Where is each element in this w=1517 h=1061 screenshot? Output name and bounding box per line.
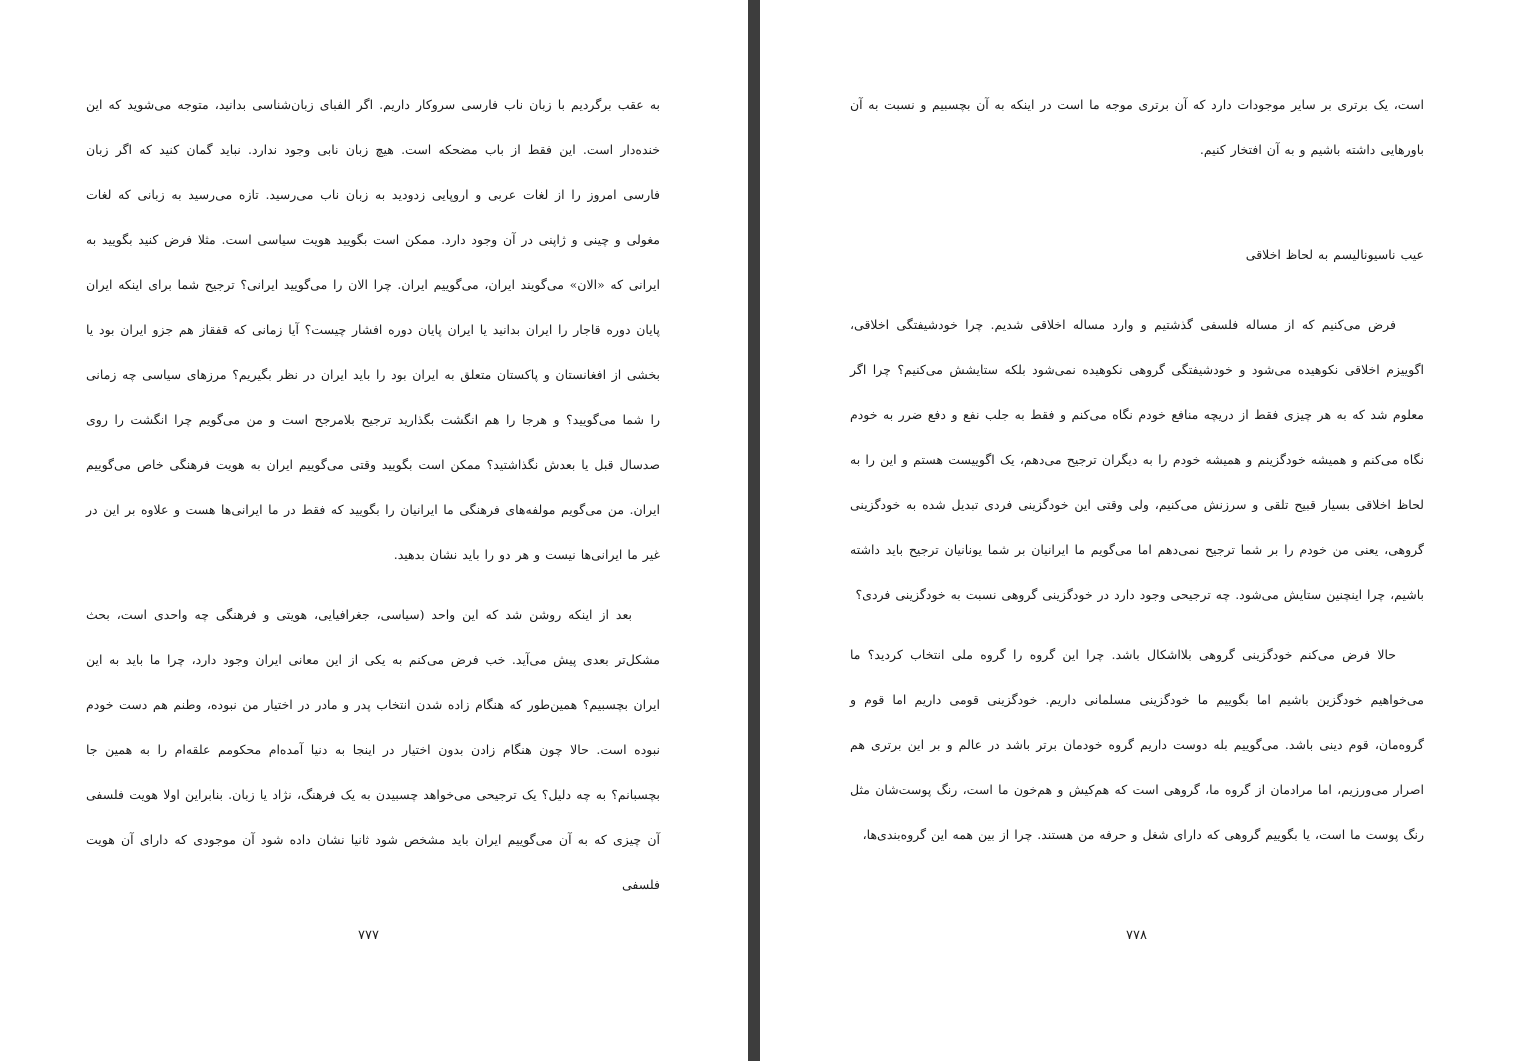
right-page-body	[850, 82, 1424, 857]
left-paragraph-1: به عقب برگردیم با زبان ناب فارسی سروکار داریم. اگر الفبای زبان‌شناسی بدانید، متوجه می‌شوید که این خنده‌دار است. این فقط از باب مضحکه است. هیچ زبان نابی وجود ندارد. نباید گمان کنید که اگر زبان فارسی امروز را از لغات عربی و اروپایی زدودید به زبان ناب می‌رسید. تازه می‌رسید به زبانی که لغات مغولی و چینی و ژاپنی در آن وجود دارد. ممکن است بگویید هویت سیاسی است. مثلا فرض کنید بگویید به ایرانی که «الان» می‌گویند ایران، می‌گوییم ایران. چرا الان را می‌گویید ایرانی؟ ترجیح شما برای اینکه ایران پایان دوره قاجار را ایران بدانید یا ایران پایان دوره افشار چیست؟ آیا زمانی که قفقاز هم جزو ایران بود یا بخشی از افغانستان و پاکستان متعلق به ایران بود را باید ایران در نظر بگیریم؟ مرزهای سیاسی چه زمانی را شما می‌گویید؟ و هرجا را هم انگشت بگذارید ترجیح بلامرجح است و من می‌گویم چرا انگشت را روی صدسال قبل یا بعدش نگذاشتید؟ ممکن است بگویید وقتی می‌گوییم ایران به هویت فرهنگی خاص می‌گوییم ایران. من می‌گویم مولفه‌های فرهنگی ما ایرانیان را بگویید که فقط در ما ایرانی‌ها هست و علاوه بر این در غیر ما ایرانی‌ها نیست و هر دو را باید نشان بدهید.	[86, 97, 660, 562]
right-intro-paragraph: است، یک برتری بر سایر موجودات دارد که آن برتری موجه ما است در اینکه به آن بچسبیم و نسبت به آن باورهایی داشته باشیم و به آن افتخار کنیم.	[850, 97, 1424, 157]
right-page	[760, 0, 1517, 1061]
right-paragraph-1: فرض می‌کنیم که از مساله فلسفی گذشتیم و وارد مساله اخلاقی شدیم. چرا خودشیفتگی اخلاقی، اگوییزم اخلاقی نکوهیده می‌شود و خودشیفتگی گروهی نکوهیده نمی‌شود بلکه ستایشش می‌کنیم؟ چرا اگر معلوم شد که به هر چیزی فقط از دریچه منافع خودم نگاه می‌کنم و فقط به جلب نفع و دفع ضرر به خودم نگاه می‌کنم و همیشه خودگزینم و همیشه خودم را به دیگران ترجیح می‌دهم، یک اگوییست هستم و این را به لحاظ اخلاقی بسیار قبیح تلقی و سرزنش می‌کنیم، ولی وقتی این خودگزینی فردی تبدیل شده به خودگزینی گروهی، یعنی من خودم را بر شما ترجیح نمی‌دهم اما می‌گویم ما ایرانیان بر شما یونانیان ترجیح باید داشته باشیم، چرا اینچنین ستایش می‌شود. چه ترجیحی وجود دارد در خودگزینی گروهی نسبت به خودگزینی فردی؟	[850, 317, 1424, 602]
left-page	[0, 0, 748, 1061]
page-gutter	[748, 0, 760, 1061]
page-number: ۷۷۸	[1126, 928, 1147, 943]
section-heading: عیب ناسیونالیسم به لحاظ اخلاقی	[1245, 247, 1424, 262]
left-page-body	[86, 82, 660, 907]
left-paragraph-2: بعد از اینکه روشن شد که این واحد (سیاسی، جغرافیایی، هویتی و فرهنگی چه واحدی است، بحث مشکل‌تر بعدی پیش می‌آید. خب فرض می‌کنم به یکی از این معانی ایران وجود دارد، چرا ما باید به این ایران بچسبیم؟ همین‌طور که هنگام زاده شدن انتخاب پدر و مادر در اختیار من نبوده، وطنم هم دست خودم نبوده است. حالا چون هنگام زادن بدون اختیار در اینجا به دنیا آمده‌ام محکومم علقه‌ام را به همین جا بچسبانم؟ به چه دلیل؟ یک ترجیحی می‌خواهد چسبیدن به یک فرهنگ، نژاد یا زبان. بنابراین اولا هویت فلسفی آن چیزی که به آن می‌گوییم ایران باید مشخص شود ثانیا نشان داده شود آن موجودی که دارای آن هویت فلسفی	[86, 607, 660, 892]
right-paragraph-2: حالا فرض می‌کنم خودگزینی گروهی بلااشکال باشد. چرا این گروه را گروه ملی انتخاب کردید؟ ما می‌خواهیم خودگزین باشیم اما بگوییم ما خودگزینی مسلمانی داریم. خودگزینی قومی داریم اما قوم و گروه‌مان، قوم دینی باشد. می‌گوییم بله دوست داریم گروه خودمان برتر باشد در عالم و بر این برتری هم اصرار می‌ورزیم، اما مرادمان از گروه ما، گروهی است که هم‌کیش و هم‌خون ما است، رنگ پوست‌شان مثل رنگ پوست ما است، یا بگوییم گروهی که دارای شغل و حرفه من هستند. چرا از بین همه این گروه‌بندی‌ها،	[850, 647, 1424, 842]
page-number: ۷۷۷	[358, 928, 379, 943]
